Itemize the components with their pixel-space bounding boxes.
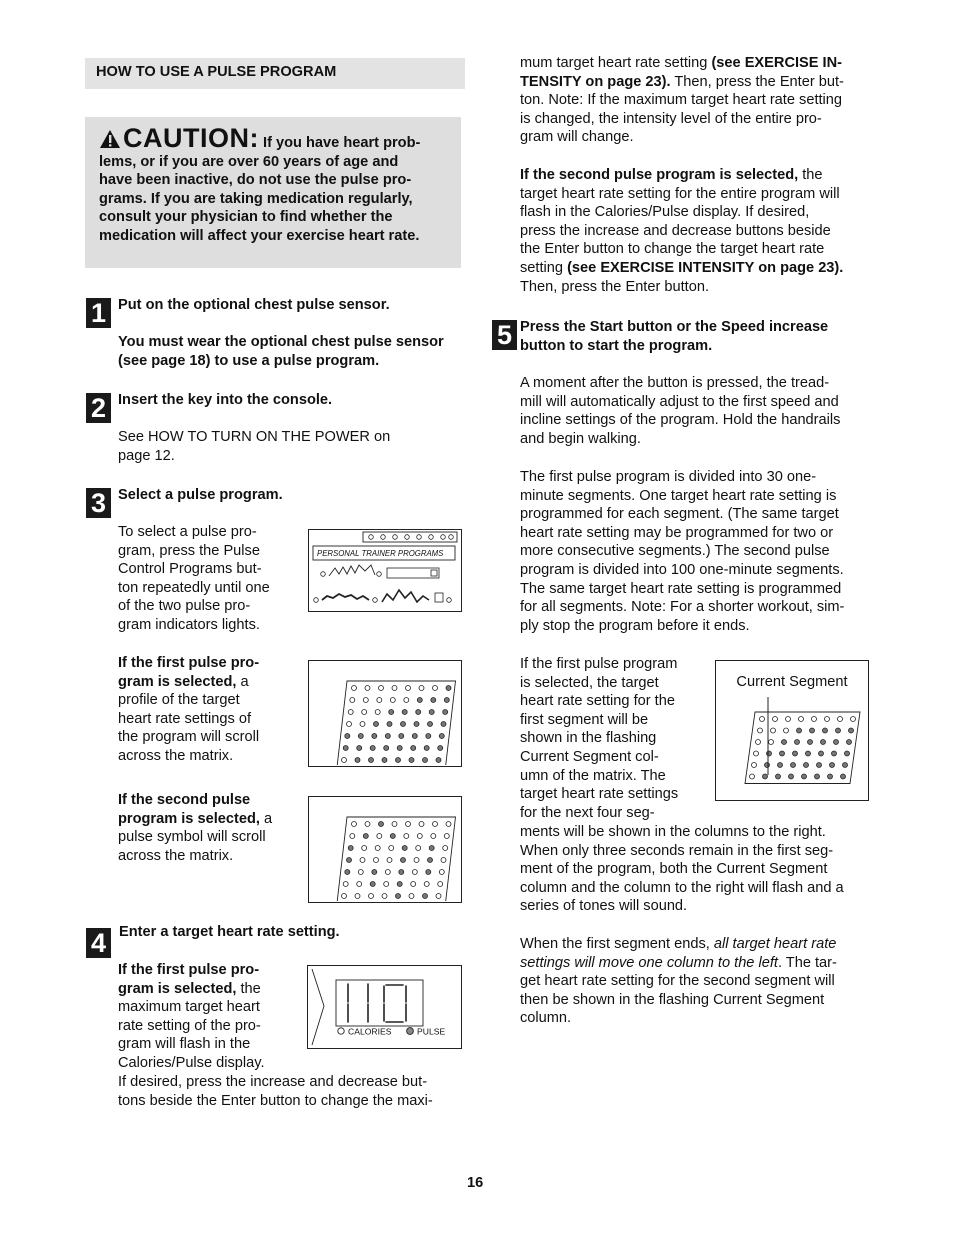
matrix-dot [387,722,392,727]
matrix-dot [374,722,379,727]
matrix-dot [365,822,370,827]
matrix-illustration-profile [308,660,462,767]
matrix-dot [771,728,776,733]
matrix-dot [375,710,380,715]
right-second-program-text [520,166,880,296]
matrix-dot [375,846,380,851]
step-5-p4-italic: all target heart rate settings will move one column to the left [520,936,837,971]
matrix-dot [404,834,409,839]
matrix-dot [363,698,368,703]
matrix-dot [786,717,791,722]
matrix-dot [769,740,774,745]
matrix-pulse-drawing [309,797,460,901]
matrix-dot [444,834,449,839]
matrix-dot [399,734,404,739]
right-continued-text [520,54,880,147]
matrix-dot [428,722,433,727]
matrix-dot [412,734,417,739]
step-2-body: See HOW TO TURN ON THE POWER on page 12. [118,429,391,464]
matrix-outline [337,681,456,765]
matrix-dot [441,722,446,727]
matrix-dot [401,722,406,727]
matrix-dot [343,746,348,751]
matrix-dot [797,728,802,733]
matrix-dot [799,717,804,722]
programs-panel-label: PERSONAL TRAINER PROGRAMS [317,549,444,558]
step-3-second-rest: a pulse symbol will scroll across the matrix. [118,810,273,864]
matrix-dot [352,822,357,827]
matrix-dot [377,834,382,839]
matrix-dot [817,763,822,768]
matrix-dot [760,717,765,722]
matrix-dot [791,763,796,768]
matrix-dot [417,834,422,839]
matrix-dot [431,698,436,703]
step-4-heading: Enter a target heart rate setting. [119,924,340,940]
matrix-dot [350,834,355,839]
step-number-1: 1 [86,298,111,328]
matrix-dot [343,882,348,887]
caution-box [85,117,461,268]
step-4-first-bold: If the first pulse pro- gram is selected, [118,962,260,997]
matrix-dot [423,758,428,763]
matrix-profile-drawing [309,661,460,765]
matrix-dot [419,686,424,691]
matrix-dot [795,740,800,745]
matrix-dot [433,686,438,691]
matrix-dot [808,740,813,745]
matrix-dot [347,722,352,727]
calories-pulse-display-illustration [307,965,462,1049]
matrix-dot [345,734,350,739]
matrix-dot [417,698,422,703]
matrix-illustration-pulse [308,796,462,903]
matrix-dot [750,774,755,779]
step-3-first-rest: a profile of the target heart rate settings of the program will scroll across the matrix. [118,673,260,764]
step-3-body: To select a pulse pro- gram, press the Pulse Control Programs but- ton repeatedly until one of the two pulse pro- gram indicators lights. [118,524,270,633]
matrix-dot [446,686,451,691]
matrix-dot [382,894,387,899]
matrix-dot [411,882,416,887]
matrix-dot [402,710,407,715]
step-5-p2: The first pulse program is divided into 30 one- minute segments. One target heart rate setting is programmed for each segment. (The same target heart rate setting may be programmed for two or more consecutive segments.) The second pulse program is divided into 100 one-minute segments. The same target heart rate setting is programmed for all segments. Note: For a shorter workout, sim- ply stop the program before it ends. [520,469,845,634]
step-5-p3-narrow: If the first pulse program is selected, the target heart rate setting for the first segment will be shown in the flashing Current Segment col- umn of the matrix. The target heart rate settings for the next four seg- [520,656,679,821]
matrix-dot [780,751,785,756]
matrix-dot [345,870,350,875]
step-5-p1: A moment after the button is pressed, the tread- mill will automatically adjust to the first speed and incline settings of the program. Hold the handrails and begin walking. [520,375,841,447]
matrix-dot [836,728,841,733]
step-3-first-bold: If the first pulse pro- gram is selected, [118,655,260,690]
matrix-dot [370,746,375,751]
right-top-b-bold: If the second pulse program is selected, [520,167,799,183]
step-number-5: 5 [492,320,517,350]
step-number-2: 2 [86,393,111,423]
step-1-body: You must wear the optional chest pulse sensor (see page 18) to use a pulse program. [118,334,444,369]
matrix-dot [849,728,854,733]
matrix-dot [406,686,411,691]
right-top-a-bold: (see EXERCISE IN- TENSITY on page 23). [520,55,843,90]
matrix-dot [843,763,848,768]
step-4-continued: If desired, press the increase and decrease but- tons beside the Enter button to change the maxi- [118,1074,433,1109]
matrix-dot [851,717,856,722]
caution-text: If you have heart prob- lems, or if you are over 60 years of age and have been inactive, do not use the pulse pro- grams. If you are taking medication regularly, consult your physician to find whether the medication will affect your exercise heart rate. [99,135,421,244]
matrix-dot [350,698,355,703]
matrix-dot [412,870,417,875]
caution-title: CAUTION: [123,123,259,153]
matrix-dot [804,763,809,768]
matrix-dot [821,740,826,745]
matrix-dot [372,870,377,875]
step-5-p3-wide: ments will be shown in the columns to the right. When only three seconds remain in the first seg- ment of the program, both the Current Segment column and the column to the right will flash and a series of tones will sound. [520,824,844,915]
matrix-dot [763,774,768,779]
matrix-dot [404,698,409,703]
matrix-dot [374,858,379,863]
matrix-dot [841,774,846,779]
matrix-dot [756,740,761,745]
matrix-dot [360,858,365,863]
matrix-dot [441,858,446,863]
matrix-dot [406,822,411,827]
matrix-dot [397,746,402,751]
programs-panel-illustration [308,529,462,612]
matrix-dot [352,686,357,691]
right-top-b-rest: the target heart rate setting for the entire program will flash in the Calories/Pulse display. If desired, press the increase and decrease buttons beside the Enter button to change the target heart rate setting [520,167,840,276]
step-3-second-bold: If the second pulse program is selected, [118,792,260,827]
step-5-heading: Press the Start button or the Speed increase button to start the program. [520,319,829,354]
step-4-first-rest: the maximum target heart rate setting of the pro- gram will flash in the Calories/Pulse display. [118,980,265,1071]
warning-icon [99,129,121,149]
matrix-dot [355,894,360,899]
matrix-dot [419,822,424,827]
current-segment-illustration [715,660,869,801]
display-drawing [308,966,460,1047]
matrix-dot [815,774,820,779]
matrix-dot [385,734,390,739]
step-number-3: 3 [86,488,111,518]
matrix-dot [384,746,389,751]
matrix-dot [802,774,807,779]
matrix-dot [834,740,839,745]
matrix-dot [390,834,395,839]
step-3-second-program [118,791,303,865]
matrix-dot [362,710,367,715]
right-top-b-bold2: (see EXERCISE INTENSITY on page 23). [567,259,844,276]
matrix-dot [362,846,367,851]
matrix-dot [806,751,811,756]
matrix-dot [754,751,759,756]
matrix-dot [845,751,850,756]
matrix-dot [369,894,374,899]
matrix-dot [429,846,434,851]
matrix-dot [414,858,419,863]
matrix-dot [416,846,421,851]
matrix-dot [363,834,368,839]
matrix-dot [810,728,815,733]
matrix-dot [342,894,347,899]
matrix-dot [426,870,431,875]
matrix-dot [438,882,443,887]
section-title: HOW TO USE A PULSE PROGRAM [85,58,465,89]
matrix-dot [342,758,347,763]
step-2-heading: Insert the key into the console. [118,392,333,408]
matrix-dot [424,746,429,751]
matrix-dot [765,763,770,768]
step-3-heading: Select a pulse program. [118,487,283,503]
matrix-dot [348,710,353,715]
matrix-dot [384,882,389,887]
matrix-dot [776,774,781,779]
matrix-dot [357,882,362,887]
matrix-dot [348,846,353,851]
step-5-p4-b: . The tar- get heart rate setting for the second segment will then be shown in the flashing Current Segment column. [520,954,837,1027]
matrix-dot [446,822,451,827]
matrix-dot [782,740,787,745]
matrix-dot [773,717,778,722]
matrix-dot [828,774,833,779]
matrix-dot [416,710,421,715]
matrix-dot [387,858,392,863]
matrix-dot [431,834,436,839]
matrix-dot [385,870,390,875]
matrix-dot [360,722,365,727]
matrix-dot [409,758,414,763]
matrix-dot [789,774,794,779]
matrix-dot [439,870,444,875]
matrix-dot [396,894,401,899]
right-top-a-rest: Then, press the Enter but- ton. Note: If the maximum target heart rate setting is changed, the intensity level of the entire pro- gram will change. [520,73,844,146]
matrix-dot [357,746,362,751]
matrix-dot [370,882,375,887]
matrix-dot [830,763,835,768]
programs-panel-drawing [309,530,460,610]
current-segment-drawing [716,697,867,799]
step-5-p4-a: When the first segment ends, [520,936,710,952]
matrix-dot [358,870,363,875]
right-top-b-end: Then, press the Enter button. [520,278,710,295]
matrix-dot [396,758,401,763]
matrix-dot [812,717,817,722]
matrix-dot [389,710,394,715]
matrix-dot [379,686,384,691]
matrix-dot [372,734,377,739]
matrix-dot [825,717,830,722]
matrix-dot [355,758,360,763]
matrix-dot [369,758,374,763]
matrix-dot [389,846,394,851]
display-calories-label: CALORIES [348,1026,392,1037]
right-top-a: mum target heart rate setting [520,55,708,71]
matrix-dot [399,870,404,875]
matrix-dot [392,822,397,827]
matrix-dot [819,751,824,756]
matrix-dot [409,894,414,899]
step-4-first-program [118,961,303,1073]
matrix-dot [379,822,384,827]
matrix-dot [414,722,419,727]
matrix-dot [428,858,433,863]
matrix-dot [758,728,763,733]
step-5-p4 [520,935,880,1028]
matrix-dot [429,710,434,715]
matrix-dot [423,894,428,899]
matrix-dot [444,698,449,703]
matrix-outline [745,712,860,784]
matrix-dot [424,882,429,887]
matrix-dot [752,763,757,768]
matrix-dot [838,717,843,722]
current-segment-label: Current Segment [736,674,848,690]
matrix-dot [347,858,352,863]
matrix-dot [401,858,406,863]
matrix-dot [392,686,397,691]
matrix-dot [433,822,438,827]
matrix-dot [443,846,448,851]
matrix-dot [439,734,444,739]
matrix-dot [402,846,407,851]
matrix-dot [793,751,798,756]
matrix-dot [377,698,382,703]
matrix-dot [426,734,431,739]
page-number: 16 [467,1175,484,1191]
matrix-dot [358,734,363,739]
matrix-dot [847,740,852,745]
matrix-dot [411,746,416,751]
matrix-dot [778,763,783,768]
step-number-4: 4 [86,928,111,958]
matrix-dot [382,758,387,763]
matrix-dot [436,894,441,899]
step-1-heading: Put on the optional chest pulse sensor. [118,297,390,313]
matrix-dot [767,751,772,756]
matrix-dot [390,698,395,703]
matrix-dot [832,751,837,756]
matrix-dot [438,746,443,751]
matrix-dot [436,758,441,763]
matrix-dot [443,710,448,715]
matrix-outline [337,817,456,901]
matrix-dot [823,728,828,733]
matrix-dot [784,728,789,733]
matrix-dot [397,882,402,887]
matrix-dot [365,686,370,691]
display-pulse-label: PULSE [417,1026,446,1037]
step-3-first-program [118,654,303,766]
